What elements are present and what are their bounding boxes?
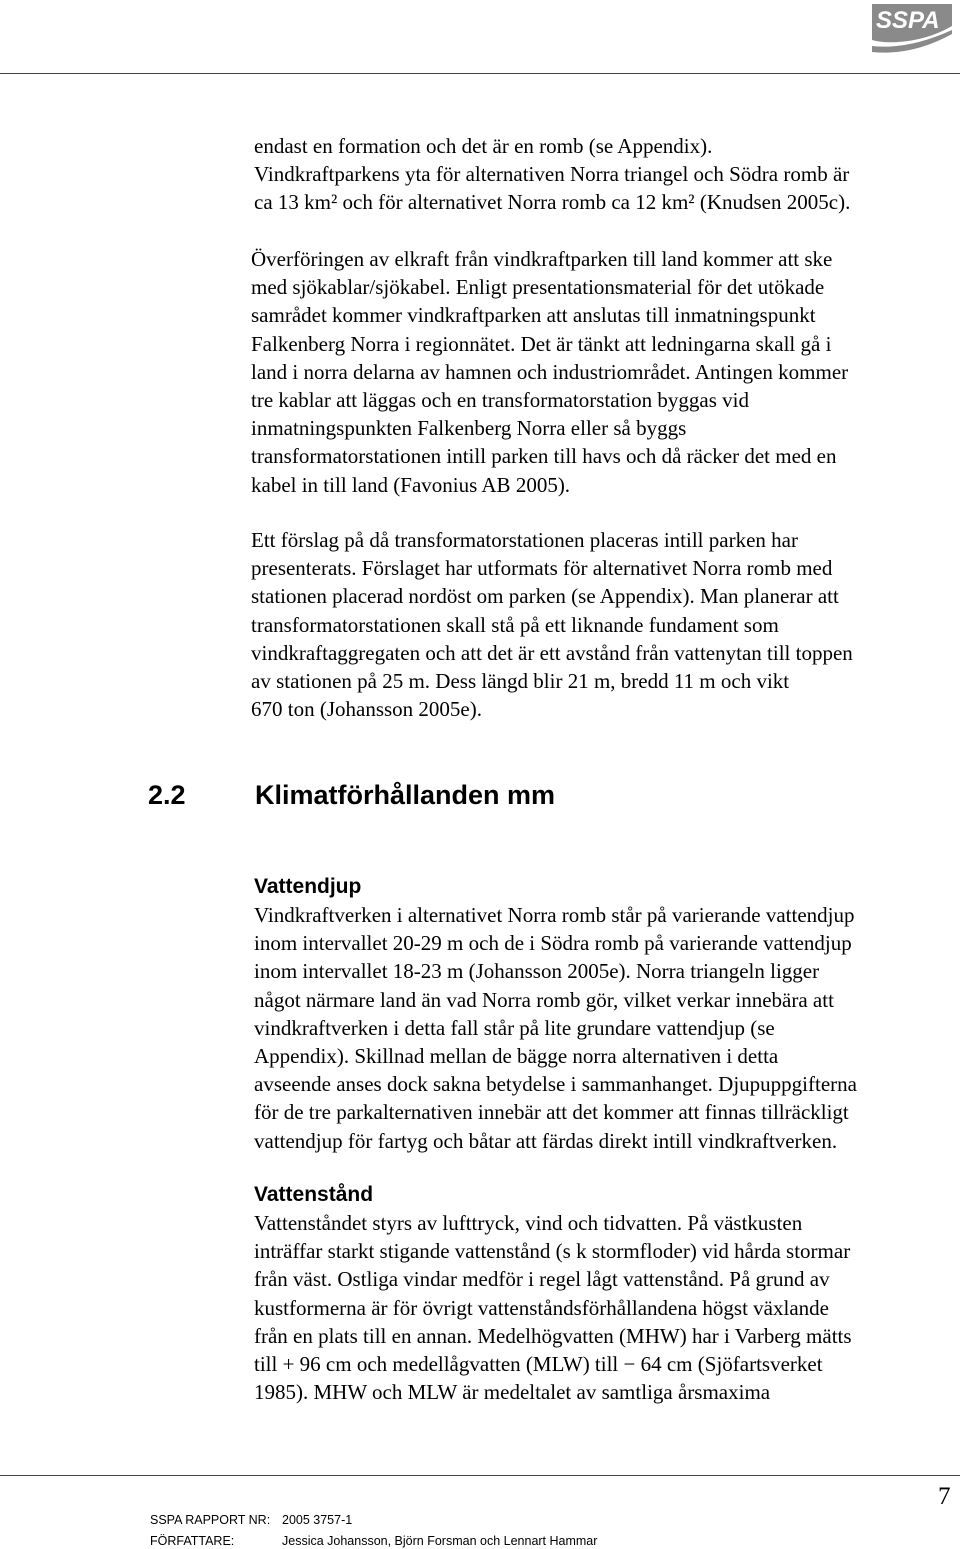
- footer-rule: [0, 1475, 960, 1476]
- section-title: Klimatförhållanden mm: [255, 780, 556, 810]
- text-line: inom intervallet 18-23 m (Johansson 2005e). Norra triangeln ligger: [254, 959, 820, 984]
- logo-text: SSPA: [876, 7, 940, 34]
- text-line: Ett förslag på då transformatorstationen placeras intill parken har: [251, 528, 798, 552]
- text-line: kustformerna är för övrigt vattenståndsförhållandena högst växlande: [254, 1295, 829, 1320]
- text-line: presenterats. Förslaget har utformats för alternativet Norra romb med: [251, 556, 833, 581]
- text-line: från väst. Ostliga vindar medför i regel lågt vattenstånd. På grund av: [254, 1267, 830, 1292]
- text-line: Vindkraftparkens yta för alternativen Norra triangel och Södra romb är: [254, 162, 850, 187]
- text-line: från en plats till en annan. Medelhögvatten (MHW) har i Varberg mätts: [254, 1323, 852, 1348]
- paragraph-1: [254, 132, 850, 217]
- text-line: 1985). MHW och MLW är medeltalet av samtliga årsmaxima: [254, 1380, 771, 1405]
- text-line: transformatorstationen skall stå på ett liknande fundament som: [251, 612, 779, 637]
- subheading-vattenstand: Vattenstånd: [254, 1183, 374, 1206]
- text-line: 670 ton (Johansson 2005e).: [251, 697, 482, 722]
- paragraph-vattendjup: [254, 901, 857, 1155]
- text-line: inmatningspunkten Falkenberg Norra eller så byggs: [251, 416, 687, 441]
- sspa-logo: [868, 0, 954, 56]
- sspa-logo-graphic: [868, 0, 954, 56]
- paragraph-vattenstand: [254, 1209, 852, 1406]
- text-line: vindkraftverken i detta fall står på lite grundare vattendjup (se: [254, 1015, 775, 1040]
- text-line: av stationen på 25 m. Dess längd blir 21 m, bredd 11 m och vikt: [251, 668, 790, 693]
- subheading-vattendjup: Vattendjup: [254, 875, 362, 898]
- text-line: Vindkraftverken i alternativet Norra romb står på varierande vattendjup: [254, 903, 855, 927]
- page-number: 7: [938, 1483, 951, 1510]
- text-line: vattendjup för fartyg och båtar att färdas direkt intill vindkraftverken.: [254, 1128, 838, 1153]
- author-value: Jessica Johansson, Björn Forsman och Lennart Hammar: [282, 1534, 598, 1548]
- text-line: stationen placerad nordöst om parken (se Appendix). Man planerar att: [251, 584, 839, 609]
- text-line: Falkenberg Norra i regionnätet. Det är tänkt att ledningarna skall gå i: [251, 331, 832, 356]
- text-line: transformatorstationen intill parken till havs och då räcker det med en: [251, 444, 837, 469]
- text-line: inträffar starkt stigande vattenstånd (s k stormfloder) vid hårda stormar: [254, 1239, 851, 1264]
- text-line: endast en formation och det är en romb (se Appendix).: [254, 134, 713, 158]
- text-line: Appendix). Skillnad mellan de bägge norra alternativen i detta: [254, 1043, 779, 1068]
- paragraph-3: [251, 526, 853, 723]
- text-line: med sjökablar/sjökabel. Enligt presentationsmaterial för det utökade: [251, 275, 825, 300]
- text-line: för de tre parkalternativen innebär att det kommer att finnas tillräckligt: [254, 1100, 849, 1125]
- text-line: inom intervallet 20-29 m och de i Södra romb på varierande vattendjup: [254, 931, 852, 956]
- section-number: 2.2: [148, 780, 186, 810]
- text-line: kabel in till land (Favonius AB 2005).: [251, 472, 571, 497]
- section-heading: [148, 778, 555, 812]
- text-line: ca 13 km² och för alternativet Norra romb ca 12 km² (Knudsen 2005c).: [254, 190, 851, 215]
- text-line: land i norra delarna av hamnen och industriområdet. Antingen kommer: [251, 359, 849, 384]
- text-line: samrådet kommer vindkraftparken att anslutas till inmatningspunkt: [251, 303, 816, 328]
- text-line: avseende anses dock sakna betydelse i sammanhanget. Djupuppgifterna: [254, 1072, 857, 1097]
- report-number-value: 2005 3757-1: [282, 1513, 353, 1527]
- text-line: Överföringen av elkraft från vindkraftparken till land kommer att ske: [251, 247, 833, 271]
- paragraph-2: [251, 245, 848, 499]
- author-label: FÖRFATTARE:: [150, 1534, 235, 1548]
- text-line: vindkraftaggregaten och att det är ett avstånd från vattenytan till toppen: [251, 640, 853, 665]
- text-line: Vattenståndet styrs av lufttryck, vind och tidvatten. På västkusten: [254, 1211, 803, 1235]
- header-rule: [0, 73, 960, 74]
- text-line: något närmare land än vad Norra romb gör, vilket verkar innebära att: [254, 987, 834, 1012]
- text-line: till + 96 cm och medellågvatten (MLW) till − 64 cm (Sjöfartsverket: [254, 1351, 823, 1376]
- report-number-label: SSPA RAPPORT NR:: [150, 1513, 271, 1527]
- text-line: tre kablar att läggas och en transformatorstation byggas vid: [251, 387, 750, 412]
